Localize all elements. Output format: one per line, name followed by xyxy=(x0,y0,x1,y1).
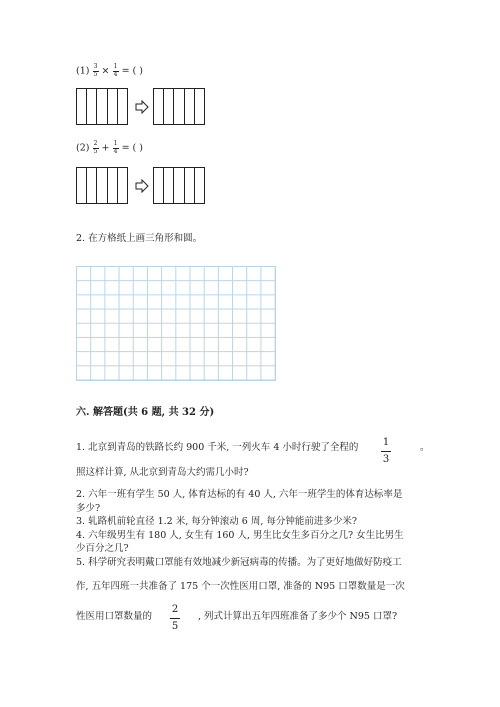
question-1-label: (1) xyxy=(76,65,90,77)
frac-numerator: 3 xyxy=(93,63,98,70)
answer-blank: = ( ) xyxy=(121,65,143,77)
problem-5-line-1: 5. 科学研究表明戴口罩能有效地减少新冠病毒的传播。为了更好地做好防疫工 xyxy=(76,557,402,568)
question-1-line xyxy=(76,64,143,78)
problem-1-line-1: 1. 北京到青岛的铁路长约 900 千米, 一列火车 4 小时行驶了全程的 xyxy=(76,442,359,453)
fraction-model-right-1 xyxy=(153,88,205,125)
problem-5-line-3b: , 列式计算出五年四班准备了多少个 N95 口罩? xyxy=(198,611,398,622)
problem-4-line-2: 少百分之几? xyxy=(76,543,129,554)
problem-2-line-2: 多少? xyxy=(76,503,101,514)
fraction-model-left-2 xyxy=(76,167,128,204)
problem-1-end: 。 xyxy=(420,442,430,453)
frac-denominator: 4 xyxy=(113,148,118,155)
frac-numerator: 1 xyxy=(113,140,118,147)
frac-numerator: 1 xyxy=(382,437,390,448)
frac-denominator: 5 xyxy=(93,148,98,155)
frac-denominator: 5 xyxy=(171,621,179,632)
frac-numerator: 2 xyxy=(93,140,98,147)
problem-5-line-3a: 性医用口罩数量的 xyxy=(76,611,153,622)
problem-5-line-2: 作, 五年四班一共准备了 175 个一次性医用口罩, 准备的 N95 口罩数量是一次 xyxy=(76,581,405,592)
frac-numerator: 1 xyxy=(113,63,118,70)
fraction-1-3 xyxy=(381,437,391,466)
frac-numerator: 2 xyxy=(171,604,179,615)
answer-blank: = ( ) xyxy=(121,142,143,154)
fraction-2-5 xyxy=(170,604,180,633)
problem-2-line-1: 2. 六年一班有学生 50 人, 体育达标的有 40 人, 六年一班学生的体育达标率是 xyxy=(76,489,403,500)
multiply-sign: × xyxy=(101,65,110,77)
problem-4-line-1: 4. 六年级男生有 180 人, 女生有 160 人, 男生比女生多百分之几? 女生比男生 xyxy=(76,530,404,541)
arrow-right-icon xyxy=(135,178,149,197)
grid-question: 2. 在方格纸上画三角形和圆。 xyxy=(76,233,203,244)
question-2-label: (2) xyxy=(76,142,90,154)
arrow-right-icon xyxy=(135,99,149,118)
grid-paper xyxy=(76,266,276,381)
problem-3: 3. 轧路机前轮直径 1.2 米, 每分钟滚动 6 周, 每分钟能前进多少米? xyxy=(76,516,357,527)
frac-denominator: 4 xyxy=(113,71,118,78)
fraction-2-5 xyxy=(93,141,99,155)
fraction-3-5 xyxy=(93,64,99,78)
question-2-line xyxy=(76,141,143,155)
fraction-1-4 xyxy=(113,141,119,155)
fraction-model-left-1 xyxy=(76,88,128,125)
plus-sign: + xyxy=(101,142,110,154)
frac-denominator: 3 xyxy=(382,454,390,465)
fraction-model-right-2 xyxy=(153,167,205,204)
fraction-1-4 xyxy=(113,64,119,78)
section-title: 六. 解答题(共 6 题, 共 32 分) xyxy=(76,407,215,418)
frac-denominator: 5 xyxy=(93,71,98,78)
problem-1-line-2: 照这样计算, 从北京到青岛大约需几小时? xyxy=(76,467,249,478)
